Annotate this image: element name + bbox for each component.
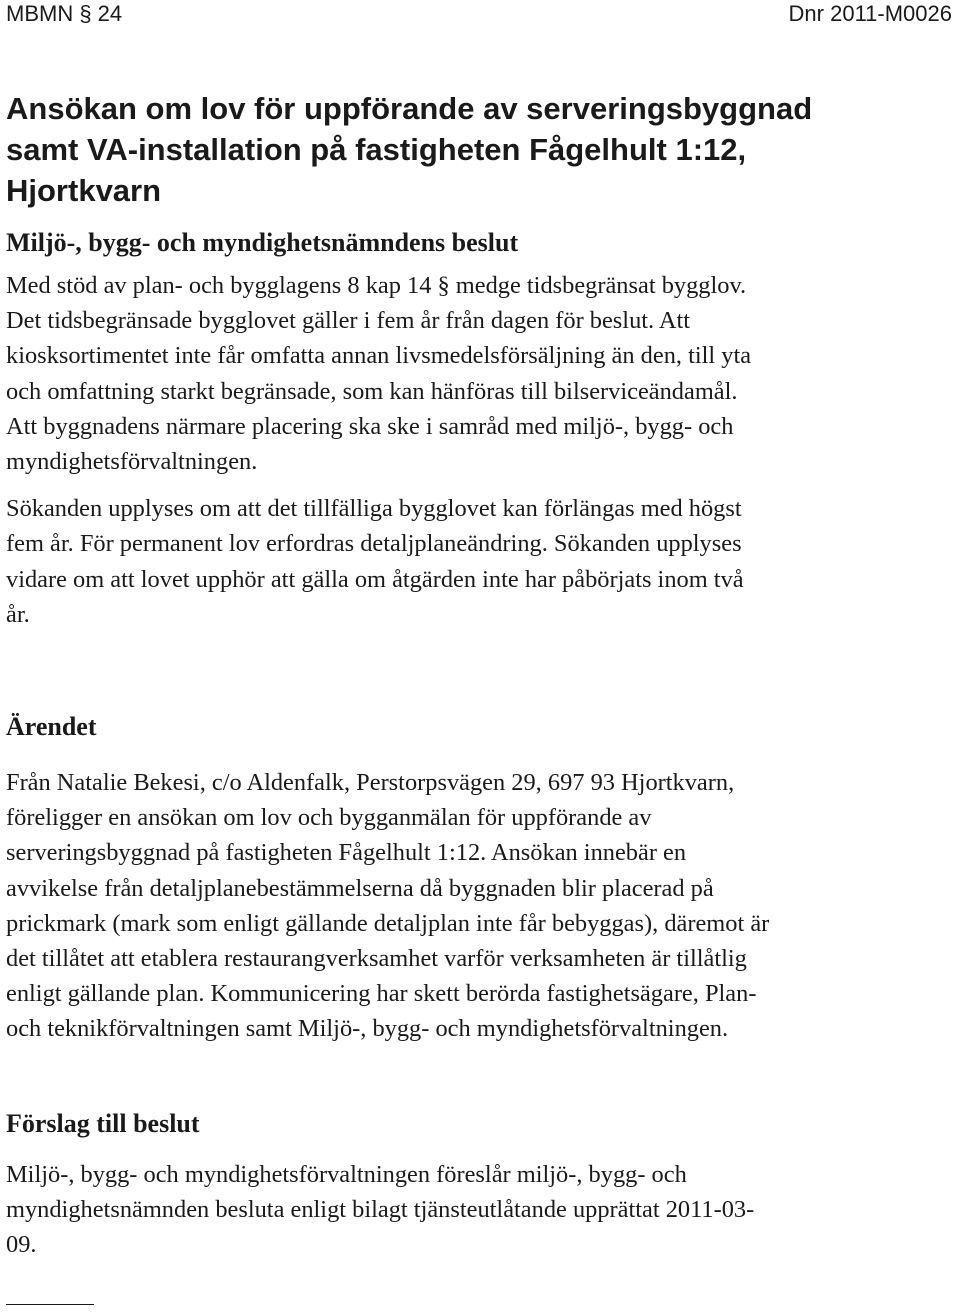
proposal-heading: Förslag till beslut xyxy=(6,1109,200,1138)
text-line: Från Natalie Bekesi, c/o Aldenfalk, Perstorpsvägen 29, 697 93 Hjortkvarn, xyxy=(6,769,735,796)
notice-paragraph xyxy=(6,491,954,632)
text-line: prickmark (mark som enligt gällande detaljplan inte får bebyggas), däremot är xyxy=(6,909,770,937)
text-line: avvikelse från detaljplanebestämmelserna då byggnaden blir placerad på xyxy=(6,874,714,902)
text-line: Med stöd av plan- och bygglagens 8 kap 14 § medge tidsbegränsat bygglov. xyxy=(6,272,747,299)
text-line: föreligger en ansökan om lov och bygganmälan för uppförande av xyxy=(6,804,652,832)
case-number: Dnr 2011-M0026 xyxy=(788,1,952,26)
text-line: fem år. För permanent lov erfordras detaljplaneändring. Sökanden upplyses xyxy=(6,530,742,558)
decision-heading: Miljö-, bygg- och myndighetsnämndens beslut xyxy=(6,228,519,257)
text-line: Att byggnadens närmare placering ska ske i samråd med miljö-, bygg- och xyxy=(6,412,734,440)
page-header xyxy=(6,0,952,30)
text-line: år. xyxy=(6,600,30,628)
text-line: enligt gällande plan. Kommunicering har skett berörda fastighetsägare, Plan- xyxy=(6,980,757,1008)
document-title xyxy=(6,88,946,211)
text-line: och teknikförvaltningen samt Miljö-, bygg- och myndighetsförvaltningen. xyxy=(6,1015,729,1043)
text-line: vidare om att lovet upphör att gälla om åtgärden inte har påbörjats inom två xyxy=(6,565,744,593)
case-heading: Ärendet xyxy=(6,712,97,741)
text-line: Det tidsbegränsade bygglovet gäller i fem år från dagen för beslut. Att xyxy=(6,307,691,335)
proposal-paragraph xyxy=(6,1157,954,1263)
proposal-section xyxy=(6,1107,954,1263)
text-line: kiosksortimentet inte får omfatta annan livsmedelsförsäljning än den, till yta xyxy=(6,342,752,370)
decision-section xyxy=(6,226,954,632)
text-line: myndighetsförvaltningen. xyxy=(6,448,258,476)
title-line: Hjortkvarn xyxy=(6,173,162,208)
title-line: Ansökan om lov för uppförande av serveringsbyggnad xyxy=(6,91,813,126)
text-line: Miljö-, bygg- och myndighetsförvaltningen föreslår miljö-, bygg- och xyxy=(6,1161,687,1188)
text-line: 09. xyxy=(6,1231,37,1259)
decision-paragraph xyxy=(6,268,954,479)
text-line: det tillåtet att etablera restaurangverksamhet varför verksamheten är tillåtlig xyxy=(6,945,747,973)
footnote-divider xyxy=(6,1304,94,1305)
text-line: och omfattning starkt begränsade, som kan hänföras till bilserviceändamål. xyxy=(6,377,738,405)
case-section xyxy=(6,710,954,1047)
case-paragraph xyxy=(6,765,954,1047)
text-line: Sökanden upplyses om att det tillfälliga bygglovet kan förlängas med högst xyxy=(6,495,742,523)
paragraph-reference: MBMN § 24 xyxy=(6,1,123,26)
text-line: myndighetsnämnden besluta enligt bilagt tjänsteutlåtande upprättat 2011-03- xyxy=(6,1196,755,1224)
text-line: serveringsbyggnad på fastigheten Fågelhult 1:12. Ansökan innebär en xyxy=(6,839,687,867)
title-line: samt VA-installation på fastigheten Fågelhult 1:12, xyxy=(6,132,747,167)
